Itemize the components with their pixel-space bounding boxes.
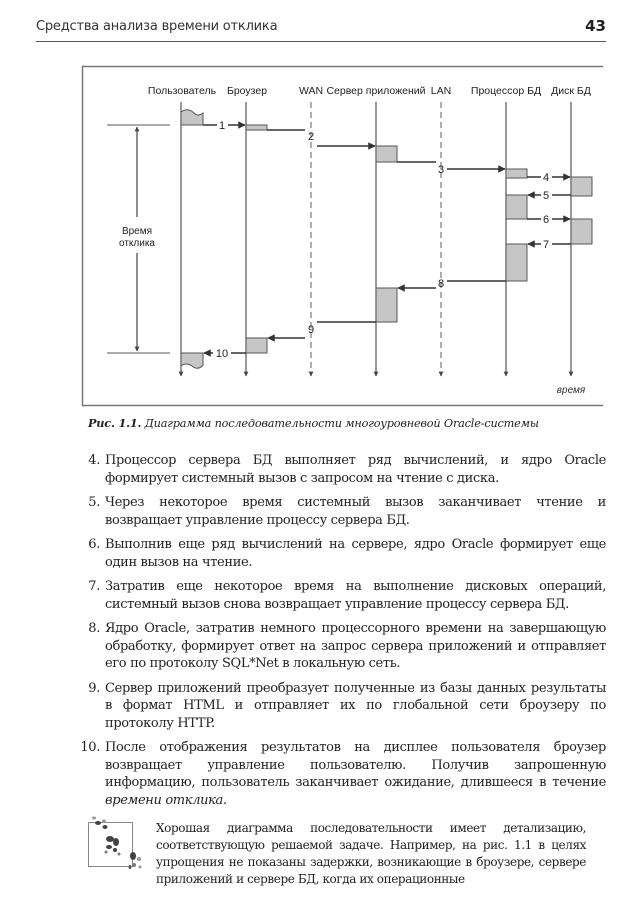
list-item: 6. Выполнив еще ряд вычислений на сервере, ядро Oracle формирует еще один вызов на чтение.	[88, 537, 606, 570]
lane-label-browser: Броузер	[226, 85, 268, 97]
message-7-label: 7	[542, 239, 550, 251]
activation-db-disk-1	[571, 177, 592, 196]
page-number: 43	[585, 17, 606, 35]
message-5-label: 5	[542, 190, 550, 202]
lane-label-lan: LAN	[430, 85, 452, 97]
lane-label-app-server: Сервер приложений	[326, 85, 426, 97]
tip-note	[84, 812, 606, 902]
list-item: 7. Затратив еще некоторое время на выполнение дисковых операций, системный вызов снова возвращает управление процессу сервера БД.	[88, 579, 606, 612]
activation-user-start	[181, 110, 203, 125]
message-10	[204, 348, 246, 360]
lane-label-user: Пользователь	[147, 85, 217, 97]
sequence-diagram-figure	[0, 0, 642, 410]
message-1	[203, 120, 245, 132]
message-4	[527, 172, 570, 184]
message-10-label: 10	[215, 348, 229, 360]
message-6	[527, 214, 570, 226]
lane-label-wan: WAN	[298, 85, 324, 97]
message-9-label: 9	[307, 324, 315, 336]
running-title: Средства анализа времени отклика	[36, 19, 278, 34]
activation-browser-1	[246, 125, 267, 130]
message-4-label: 4	[542, 172, 550, 184]
activation-app-server-2	[376, 288, 397, 322]
activation-db-cpu-2	[506, 195, 527, 219]
caption-text: Диаграмма последовательности многоуровневой Oracle-системы	[144, 417, 539, 430]
activation-app-server-1	[376, 146, 397, 162]
message-2-label: 2	[307, 131, 315, 143]
response-time-label-1: Время	[121, 226, 153, 237]
term-emphasis: времени отклика	[105, 792, 223, 808]
message-7	[528, 239, 571, 251]
activation-db-cpu-3	[506, 244, 527, 281]
message-3-label: 3	[437, 164, 445, 176]
list-item: 10. После отображения результатов на дисплее пользователя броузер возвращает управление пользователю. Получив запрошенную информацию, пользователь заканчивает ожидание, длившееся в течение времени отклика.	[80, 740, 606, 808]
lane-label-db-cpu: Процессор БД	[470, 85, 542, 97]
message-6-label: 6	[542, 214, 550, 226]
message-8-label: 8	[437, 278, 445, 290]
activation-db-cpu-1	[506, 169, 527, 178]
note-text: Хорошая диаграмма последовательности имеет детализацию, соответствующую решаемой задаче. Например, на рис. 1.1 в целях упрощения не показаны задержки, возникающие в броузере, сервере приложений и сервере БД, когда их операционные	[156, 821, 586, 886]
message-2	[267, 130, 375, 146]
figure-caption	[88, 416, 539, 430]
sequence-diagram	[0, 0, 642, 410]
list-item: 8. Ядро Oracle, затратив немного процессорного времени на завершающую обработку, формирует ответ на запрос сервера приложений и отправляет его по протоколу SQL*Net в локальную сеть.	[88, 621, 606, 671]
caption-label: Рис. 1.1.	[88, 416, 142, 430]
message-9	[268, 322, 376, 338]
list-item: 9. Сервер приложений преобразует полученные из базы данных результаты в формат HTML и отправляет их по глобальной сети броузеру по протоколу HTTP.	[88, 680, 606, 731]
lane-label-db-disk: Диск БД	[551, 85, 591, 97]
response-time-label-2: отклика	[119, 238, 155, 249]
message-5	[528, 190, 571, 202]
message-1-label: 1	[218, 120, 226, 132]
raccoon-tip-icon	[84, 812, 144, 878]
list-item: 5. Через некоторое время системный вызов заканчивает чтение и возвращает управление процессу сервера БД.	[88, 495, 606, 528]
steps-list	[80, 452, 606, 816]
activation-browser-2	[246, 338, 267, 353]
message-3	[397, 162, 505, 176]
activation-user-end	[181, 353, 203, 368]
list-item: 4. Процессор сервера БД выполняет ряд вычислений, и ядро Oracle формирует системный вызов с запросом на чтение с диска.	[88, 453, 606, 486]
message-8	[398, 278, 506, 290]
activation-db-disk-2	[571, 219, 592, 244]
figure-frame	[83, 67, 604, 406]
time-axis-label: время	[556, 385, 586, 396]
